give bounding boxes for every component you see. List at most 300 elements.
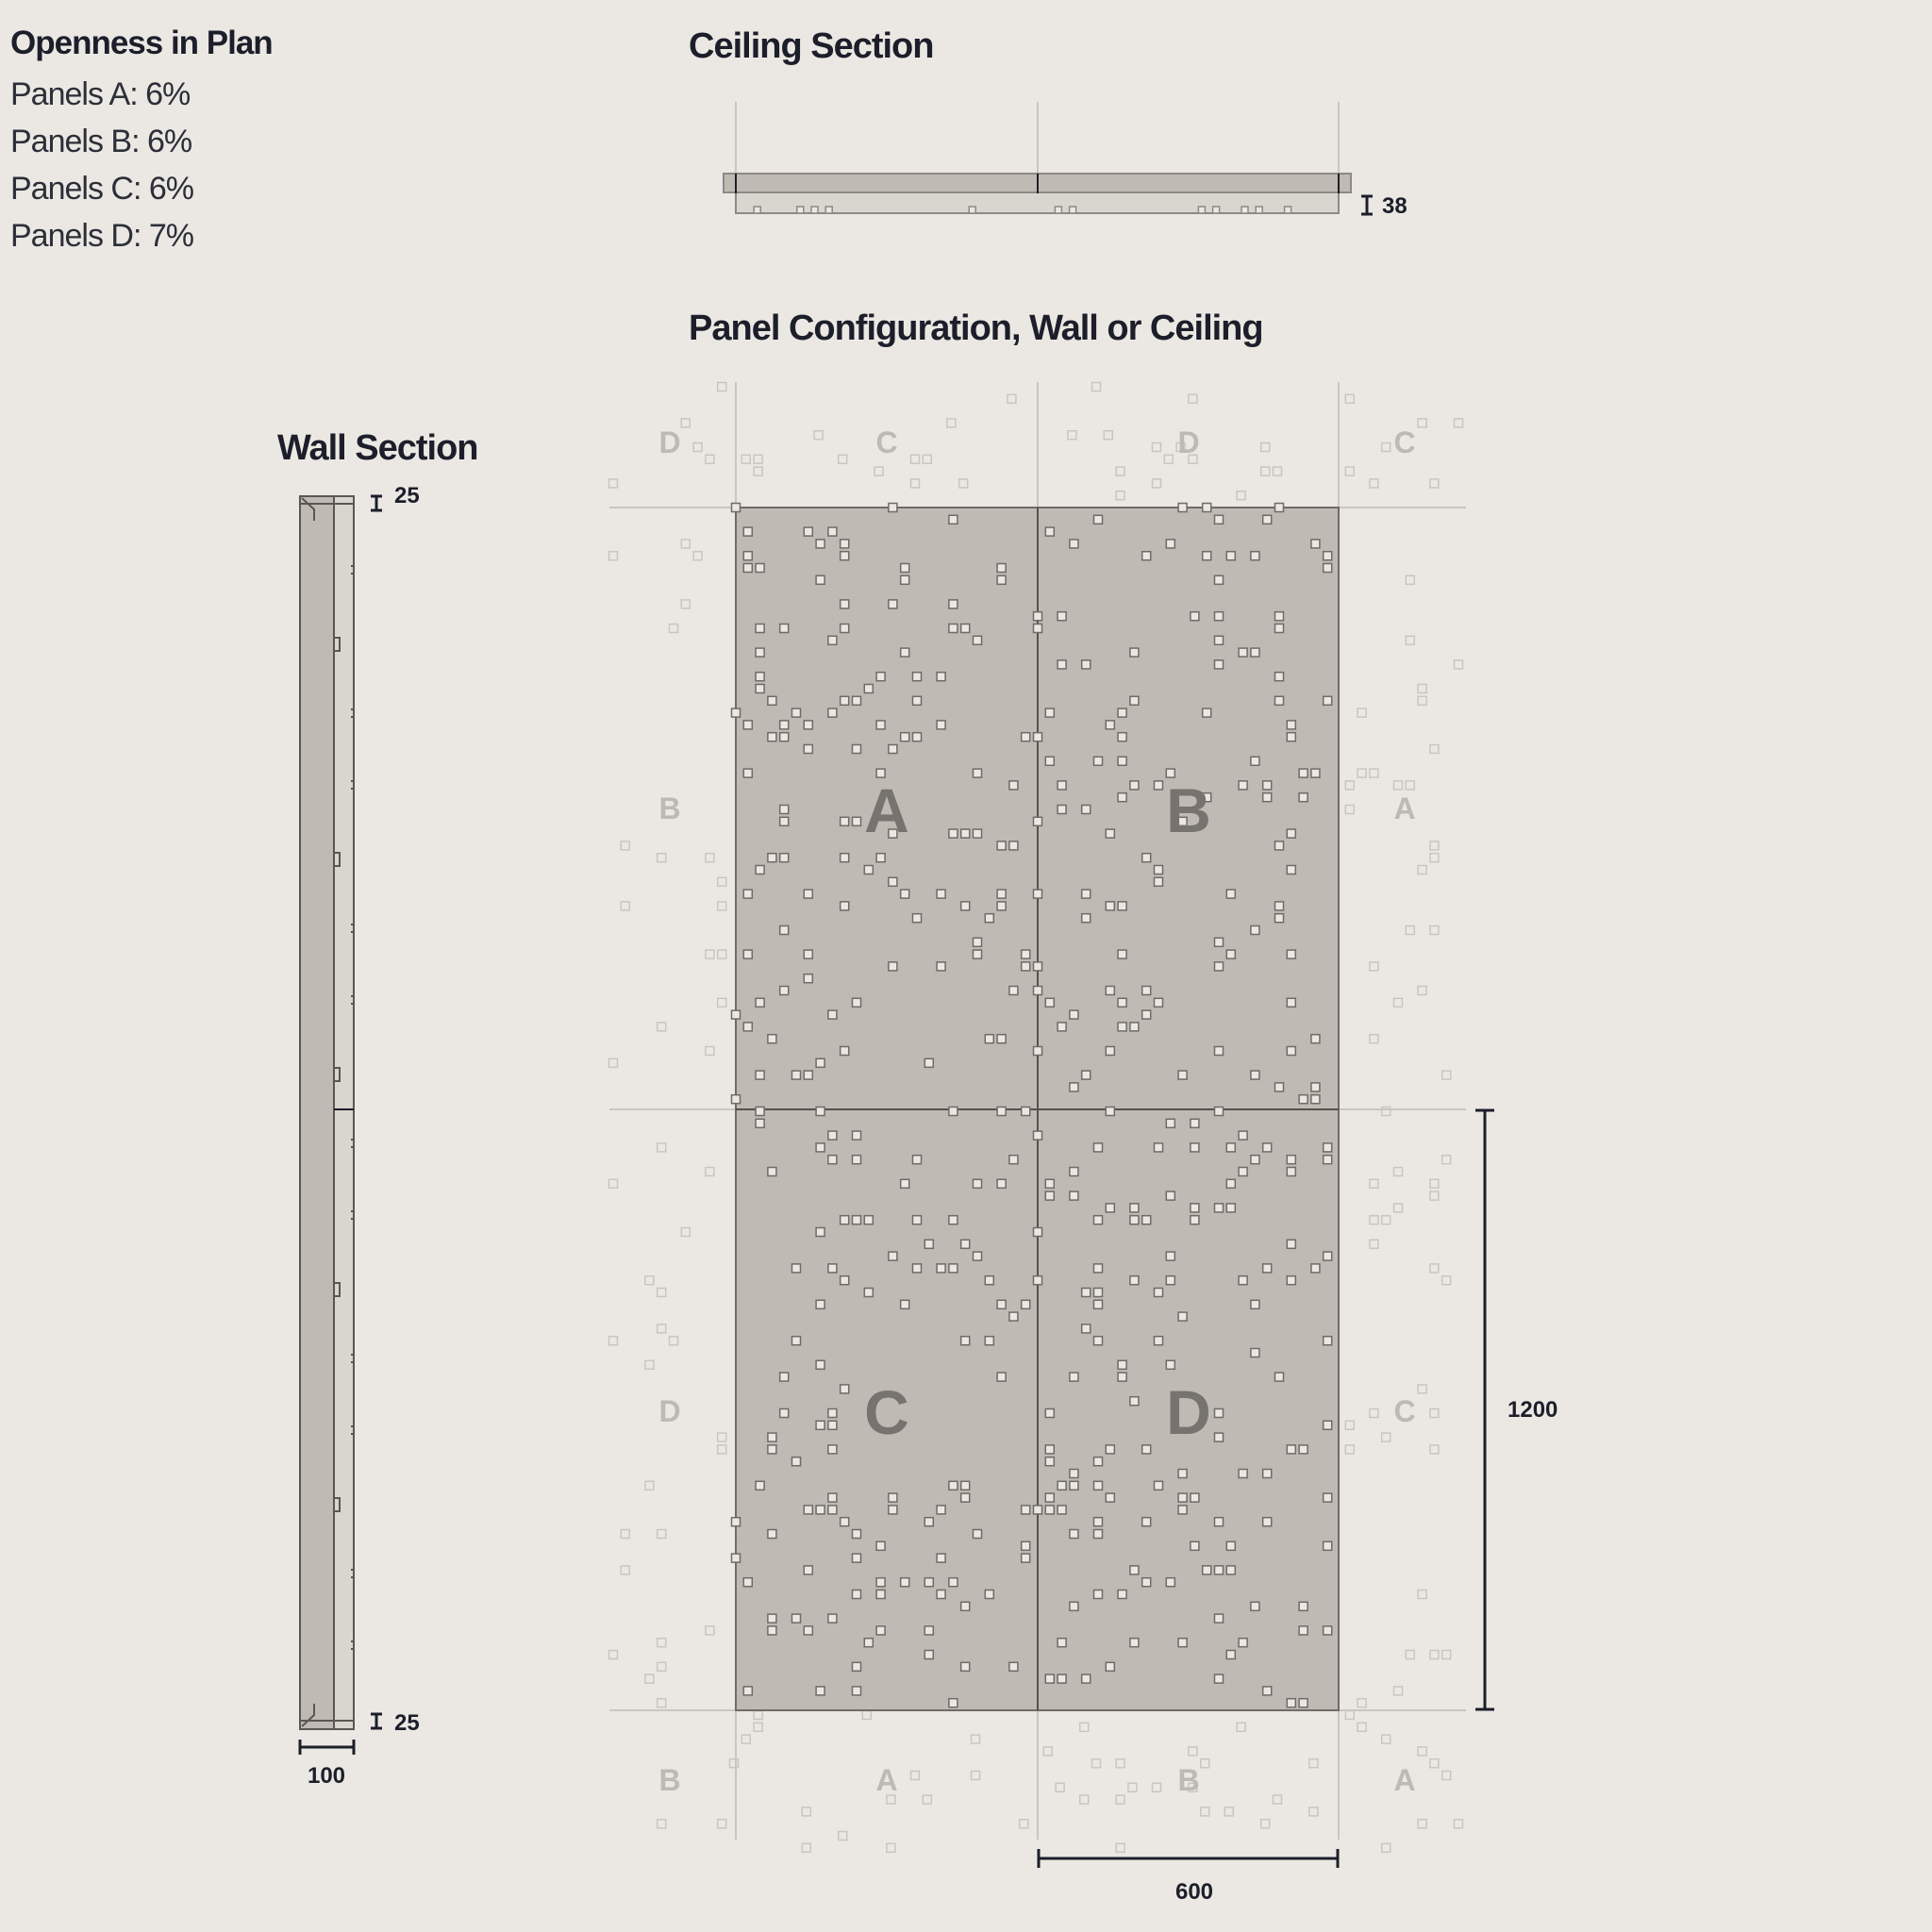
perforation-hole bbox=[804, 950, 812, 958]
perforation-hole bbox=[1299, 1445, 1307, 1454]
perforation-hole bbox=[743, 527, 752, 536]
perforation-hole bbox=[1155, 866, 1163, 874]
perforation-hole bbox=[1324, 1143, 1332, 1152]
perforation-hole bbox=[1418, 419, 1426, 427]
ceiling-section-drawing bbox=[724, 102, 1407, 219]
perforation-hole bbox=[841, 817, 849, 825]
ceiling-hole bbox=[811, 207, 818, 213]
perforation-hole bbox=[1239, 648, 1247, 657]
perforation-hole bbox=[1251, 1349, 1259, 1357]
perforation-hole bbox=[730, 1759, 739, 1768]
perforation-hole bbox=[841, 1276, 849, 1285]
perforation-hole bbox=[1155, 1481, 1163, 1490]
perforation-hole bbox=[974, 938, 982, 946]
perforation-hole bbox=[1130, 781, 1139, 790]
perforation-hole bbox=[658, 1662, 666, 1671]
perforation-hole bbox=[901, 575, 909, 584]
perforation-hole bbox=[1118, 998, 1126, 1007]
perforation-hole bbox=[1118, 1023, 1126, 1031]
perforation-hole bbox=[1058, 612, 1066, 621]
perforation-hole bbox=[1324, 552, 1332, 560]
perforation-hole bbox=[693, 443, 702, 452]
perforation-hole bbox=[804, 745, 812, 754]
perforation-hole bbox=[1082, 1324, 1091, 1333]
perforation-hole bbox=[1370, 1179, 1378, 1188]
perforation-hole bbox=[1178, 1312, 1187, 1321]
perforation-hole bbox=[1239, 1168, 1247, 1176]
perforation-hole bbox=[768, 733, 776, 741]
dimension-600-label: 600 bbox=[1174, 1879, 1214, 1905]
perforation-hole bbox=[693, 552, 702, 560]
perforation-hole bbox=[1058, 1506, 1066, 1514]
perforation-hole bbox=[1382, 1433, 1391, 1441]
perforation-hole bbox=[1324, 1156, 1332, 1164]
perforation-hole bbox=[1455, 1820, 1463, 1828]
perforation-hole bbox=[1455, 419, 1463, 427]
perforation-hole bbox=[816, 1300, 824, 1308]
perforation-hole bbox=[924, 1626, 933, 1635]
perforation-hole bbox=[732, 504, 741, 512]
perforation-hole bbox=[1178, 504, 1187, 512]
perforation-hole bbox=[828, 1264, 837, 1273]
perforation-hole bbox=[1442, 1772, 1451, 1780]
perforation-hole bbox=[828, 708, 837, 717]
perforation-hole bbox=[658, 1143, 666, 1152]
perforation-hole bbox=[658, 1324, 666, 1333]
perforation-hole bbox=[1191, 1119, 1199, 1127]
ghost-label: B bbox=[658, 1763, 681, 1797]
perforation-hole bbox=[853, 1687, 861, 1695]
perforation-hole bbox=[768, 1614, 776, 1623]
perforation-hole bbox=[1299, 1095, 1307, 1104]
perforation-hole bbox=[1034, 817, 1042, 825]
perforation-hole bbox=[1287, 998, 1295, 1007]
perforation-hole bbox=[1239, 1276, 1247, 1285]
perforation-hole bbox=[876, 673, 885, 681]
perforation-hole bbox=[911, 479, 920, 488]
perforation-hole bbox=[1275, 673, 1284, 681]
perforation-hole bbox=[756, 998, 764, 1007]
perforation-hole bbox=[997, 1300, 1006, 1308]
perforation-hole bbox=[1092, 1759, 1101, 1768]
perforation-hole bbox=[1094, 1591, 1103, 1599]
perforation-hole bbox=[1382, 1216, 1391, 1224]
perforation-hole bbox=[1275, 1373, 1284, 1381]
perforation-hole bbox=[1118, 1373, 1126, 1381]
perforation-hole bbox=[1299, 1699, 1307, 1707]
perforation-hole bbox=[828, 1614, 837, 1623]
panel-configuration-title: Panel Configuration, Wall or Ceiling bbox=[689, 308, 1263, 348]
perforation-hole bbox=[1239, 781, 1247, 790]
perforation-hole bbox=[743, 950, 752, 958]
perforation-hole bbox=[1106, 1662, 1114, 1671]
perforation-hole bbox=[1287, 950, 1295, 958]
perforation-hole bbox=[756, 564, 764, 573]
perforation-hole bbox=[1215, 515, 1224, 524]
perforation-hole bbox=[937, 721, 945, 729]
perforation-hole bbox=[1106, 987, 1114, 995]
perforation-hole bbox=[1215, 938, 1224, 946]
perforation-hole bbox=[1382, 1735, 1391, 1743]
perforation-hole bbox=[828, 1493, 837, 1502]
perforation-hole bbox=[1094, 1481, 1103, 1490]
perforation-hole bbox=[1263, 1264, 1272, 1273]
perforation-hole bbox=[1299, 1602, 1307, 1610]
perforation-hole bbox=[974, 1530, 982, 1539]
perforation-hole bbox=[949, 625, 958, 633]
perforation-hole bbox=[1226, 1143, 1235, 1152]
perforation-hole bbox=[1094, 1337, 1103, 1345]
perforation-hole bbox=[804, 974, 812, 983]
perforation-hole bbox=[780, 806, 789, 814]
perforation-hole bbox=[974, 769, 982, 777]
perforation-hole bbox=[1094, 515, 1103, 524]
perforation-hole bbox=[1215, 1108, 1224, 1116]
perforation-hole bbox=[1442, 1071, 1451, 1079]
perforation-hole bbox=[1370, 962, 1378, 971]
perforation-hole bbox=[1118, 1591, 1126, 1599]
perforation-hole bbox=[1430, 479, 1439, 488]
perforation-hole bbox=[901, 1179, 909, 1188]
perforation-hole bbox=[1070, 1530, 1078, 1539]
perforation-hole bbox=[1045, 1506, 1054, 1514]
perforation-hole bbox=[1226, 552, 1235, 560]
perforation-hole bbox=[1275, 696, 1284, 705]
perforation-hole bbox=[1043, 1747, 1052, 1756]
perforation-hole bbox=[889, 504, 897, 512]
perforation-hole bbox=[937, 673, 945, 681]
perforation-hole bbox=[804, 721, 812, 729]
perforation-hole bbox=[756, 866, 764, 874]
perforation-hole bbox=[1274, 467, 1282, 475]
perforation-hole bbox=[1239, 1131, 1247, 1140]
perforation-hole bbox=[828, 1506, 837, 1514]
perforation-hole bbox=[949, 829, 958, 838]
perforation-hole bbox=[609, 552, 618, 560]
perforation-hole bbox=[1275, 841, 1284, 850]
perforation-hole bbox=[792, 708, 801, 717]
perforation-hole bbox=[1094, 1216, 1103, 1224]
perforation-hole bbox=[1009, 987, 1018, 995]
perforation-hole bbox=[1251, 1602, 1259, 1610]
perforation-hole bbox=[1082, 914, 1091, 923]
perforation-hole bbox=[1370, 1216, 1378, 1224]
perforation-hole bbox=[1226, 1566, 1235, 1574]
perforation-hole bbox=[889, 877, 897, 886]
perforation-hole bbox=[1418, 1747, 1426, 1756]
perforation-hole bbox=[972, 1735, 980, 1743]
perforation-hole bbox=[756, 1119, 764, 1127]
perforation-hole bbox=[1215, 1518, 1224, 1526]
perforation-hole bbox=[1287, 1445, 1295, 1454]
perforation-hole bbox=[949, 1216, 958, 1224]
perforation-hole bbox=[1130, 1397, 1139, 1406]
perforation-hole bbox=[949, 1481, 958, 1490]
perforation-hole bbox=[756, 625, 764, 633]
perforation-hole bbox=[732, 1554, 741, 1562]
perforation-hole bbox=[1263, 781, 1272, 790]
perforation-hole bbox=[853, 1662, 861, 1671]
perforation-hole bbox=[1345, 394, 1354, 403]
perforation-hole bbox=[961, 1493, 970, 1502]
perforation-hole bbox=[804, 1626, 812, 1635]
perforation-hole bbox=[985, 914, 993, 923]
perforation-hole bbox=[780, 1373, 789, 1381]
perforation-hole bbox=[961, 829, 970, 838]
perforation-hole bbox=[1009, 841, 1018, 850]
perforation-hole bbox=[706, 854, 714, 862]
perforation-hole bbox=[901, 890, 909, 898]
ceiling-section-title: Ceiling Section bbox=[689, 26, 934, 66]
perforation-hole bbox=[923, 455, 931, 463]
perforation-hole bbox=[1430, 1191, 1439, 1200]
perforation-hole bbox=[1191, 1204, 1199, 1212]
perforation-hole bbox=[1094, 757, 1103, 765]
perforation-hole bbox=[841, 1047, 849, 1056]
perforation-hole bbox=[1189, 1747, 1197, 1756]
perforation-hole bbox=[1034, 612, 1042, 621]
perforation-hole bbox=[913, 696, 922, 705]
perforation-hole bbox=[1203, 552, 1211, 560]
perforation-hole bbox=[864, 1289, 873, 1297]
perforation-hole bbox=[961, 902, 970, 910]
perforation-hole bbox=[743, 890, 752, 898]
perforation-hole bbox=[1274, 1795, 1282, 1804]
perforation-hole bbox=[949, 600, 958, 608]
perforation-hole bbox=[1215, 612, 1224, 621]
perforation-hole bbox=[828, 1156, 837, 1164]
perforation-hole bbox=[718, 383, 726, 391]
perforation-hole bbox=[1082, 660, 1091, 669]
perforation-hole bbox=[1034, 733, 1042, 741]
ceiling-hole bbox=[754, 207, 760, 213]
perforation-hole bbox=[1406, 575, 1414, 584]
perforation-hole bbox=[1215, 660, 1224, 669]
perforation-hole bbox=[1034, 1047, 1042, 1056]
perforation-hole bbox=[1130, 1639, 1139, 1647]
perforation-hole bbox=[1142, 854, 1151, 862]
perforation-hole bbox=[841, 1518, 849, 1526]
perforation-hole bbox=[864, 685, 873, 693]
perforation-hole bbox=[1191, 1541, 1199, 1550]
perforation-hole bbox=[1324, 1626, 1332, 1635]
perforation-hole bbox=[816, 1108, 824, 1116]
wall-dimension-top: 25 bbox=[394, 483, 420, 508]
ghost-label: B bbox=[1177, 1763, 1200, 1797]
perforation-hole bbox=[913, 1156, 922, 1164]
perforation-hole bbox=[802, 1843, 810, 1852]
perforation-hole bbox=[1080, 1723, 1089, 1731]
perforation-hole bbox=[1357, 1723, 1366, 1731]
perforation-hole bbox=[816, 540, 824, 548]
perforation-hole bbox=[1370, 1035, 1378, 1043]
perforation-hole bbox=[1324, 1541, 1332, 1550]
perforation-hole bbox=[1215, 1566, 1224, 1574]
perforation-hole bbox=[816, 1421, 824, 1429]
ceiling-hole bbox=[969, 207, 975, 213]
perforation-hole bbox=[645, 1481, 654, 1490]
perforation-hole bbox=[961, 1240, 970, 1248]
perforation-hole bbox=[1261, 467, 1270, 475]
perforation-hole bbox=[1275, 625, 1284, 633]
ceiling-hole bbox=[797, 207, 804, 213]
perforation-hole bbox=[1082, 1071, 1091, 1079]
perforation-hole bbox=[1357, 1699, 1366, 1707]
perforation-hole bbox=[997, 1373, 1006, 1381]
panel-label-b: B bbox=[1166, 775, 1211, 845]
perforation-hole bbox=[1022, 962, 1030, 971]
perforation-hole bbox=[937, 1591, 945, 1599]
perforation-hole bbox=[1142, 987, 1151, 995]
ghost-label: C bbox=[1393, 425, 1416, 459]
perforation-hole bbox=[1430, 1445, 1439, 1454]
perforation-hole bbox=[804, 527, 812, 536]
wall-section-drawing bbox=[300, 483, 420, 1789]
perforation-hole bbox=[1106, 1047, 1114, 1056]
perforation-hole bbox=[1142, 1010, 1151, 1019]
perforation-hole bbox=[1287, 1699, 1295, 1707]
dimension-600-line bbox=[1039, 1849, 1338, 1868]
perforation-hole bbox=[1142, 1445, 1151, 1454]
perforation-hole bbox=[1226, 1204, 1235, 1212]
ghost-label: A bbox=[1393, 791, 1416, 825]
perforation-hole bbox=[1058, 660, 1066, 669]
perforation-hole bbox=[1215, 1433, 1224, 1441]
perforation-hole bbox=[1430, 745, 1439, 754]
perforation-hole bbox=[780, 721, 789, 729]
perforation-hole bbox=[841, 1385, 849, 1393]
perforation-hole bbox=[768, 1433, 776, 1441]
perforation-hole bbox=[974, 950, 982, 958]
perforation-hole bbox=[780, 733, 789, 741]
perforation-hole bbox=[828, 1131, 837, 1140]
perforation-hole bbox=[732, 1518, 741, 1526]
perforation-hole bbox=[1118, 1360, 1126, 1369]
perforation-hole bbox=[1203, 708, 1211, 717]
perforation-hole bbox=[1201, 1759, 1209, 1768]
perforation-hole bbox=[743, 1687, 752, 1695]
perforation-hole bbox=[1022, 1541, 1030, 1550]
perforation-hole bbox=[1142, 552, 1151, 560]
perforation-hole bbox=[997, 1179, 1006, 1188]
perforation-hole bbox=[1394, 998, 1403, 1007]
perforation-hole bbox=[961, 1337, 970, 1345]
ghost-label: A bbox=[875, 1763, 898, 1797]
perforation-hole bbox=[1082, 890, 1091, 898]
ceiling-hole bbox=[1213, 207, 1220, 213]
perforation-hole bbox=[732, 1095, 741, 1104]
perforation-hole bbox=[816, 1506, 824, 1514]
perforation-hole bbox=[1034, 962, 1042, 971]
perforation-hole bbox=[911, 455, 920, 463]
perforation-hole bbox=[754, 455, 762, 463]
perforation-hole bbox=[997, 575, 1006, 584]
perforation-hole bbox=[1430, 926, 1439, 935]
perforation-hole bbox=[1442, 1276, 1451, 1285]
ceiling-hole bbox=[1070, 207, 1076, 213]
perforation-hole bbox=[961, 1662, 970, 1671]
perforation-hole bbox=[756, 673, 764, 681]
perforation-hole bbox=[1130, 1204, 1139, 1212]
perforation-hole bbox=[658, 1639, 666, 1647]
perforation-hole bbox=[853, 1530, 861, 1539]
perforation-hole bbox=[853, 1554, 861, 1562]
perforation-hole bbox=[768, 854, 776, 862]
perforation-hole bbox=[853, 1131, 861, 1140]
perforation-hole bbox=[1442, 1651, 1451, 1659]
perforation-hole bbox=[743, 552, 752, 560]
wall-dimension-bottom: 25 bbox=[394, 1710, 420, 1736]
perforation-hole bbox=[743, 721, 752, 729]
perforation-hole bbox=[1430, 841, 1439, 850]
perforation-hole bbox=[718, 1433, 726, 1441]
perforation-hole bbox=[853, 817, 861, 825]
perforation-hole bbox=[780, 854, 789, 862]
perforation-hole bbox=[841, 552, 849, 560]
perforation-hole bbox=[913, 914, 922, 923]
perforation-hole bbox=[718, 902, 726, 910]
perforation-hole bbox=[974, 1179, 982, 1188]
perforation-hole bbox=[1406, 781, 1414, 790]
perforation-hole bbox=[1045, 1445, 1054, 1454]
perforation-hole bbox=[768, 696, 776, 705]
perforation-hole bbox=[924, 1240, 933, 1248]
perforation-hole bbox=[1311, 540, 1320, 548]
panel-label-d: D bbox=[1166, 1377, 1211, 1447]
perforation-hole bbox=[743, 769, 752, 777]
perforation-hole bbox=[1324, 1493, 1332, 1502]
perforation-hole bbox=[1009, 1662, 1018, 1671]
perforation-hole bbox=[876, 1578, 885, 1587]
perforation-hole bbox=[913, 673, 922, 681]
perforation-hole bbox=[706, 1168, 714, 1176]
perforation-hole bbox=[1201, 1807, 1209, 1816]
perforation-hole bbox=[974, 636, 982, 644]
perforation-hole bbox=[1153, 443, 1161, 452]
perforation-hole bbox=[1239, 1470, 1247, 1478]
perforation-hole bbox=[609, 1058, 618, 1067]
perforation-hole bbox=[658, 1699, 666, 1707]
wall-section-title: Wall Section bbox=[277, 428, 478, 468]
perforation-hole bbox=[901, 1300, 909, 1308]
perforation-hole bbox=[1189, 394, 1197, 403]
perforation-hole bbox=[1275, 902, 1284, 910]
perforation-hole bbox=[1166, 1276, 1174, 1285]
perforation-hole bbox=[1022, 1300, 1030, 1308]
perforation-hole bbox=[756, 1108, 764, 1116]
perforation-hole bbox=[828, 1010, 837, 1019]
perforation-hole bbox=[609, 1337, 618, 1345]
perforation-hole bbox=[1345, 467, 1354, 475]
perforation-hole bbox=[1009, 1156, 1018, 1164]
perforation-hole bbox=[658, 1289, 666, 1297]
perforation-hole bbox=[743, 1023, 752, 1031]
perforation-hole bbox=[985, 1337, 993, 1345]
perforation-hole bbox=[1094, 1264, 1103, 1273]
perforation-hole bbox=[1166, 1191, 1174, 1200]
perforation-hole bbox=[670, 625, 678, 633]
perforation-hole bbox=[1106, 829, 1114, 838]
perforation-hole bbox=[985, 1591, 993, 1599]
ghost-label: A bbox=[1393, 1763, 1416, 1797]
perforation-hole bbox=[1287, 1276, 1295, 1285]
perforation-hole bbox=[609, 1179, 618, 1188]
perforation-hole bbox=[1045, 527, 1054, 536]
perforation-hole bbox=[901, 564, 909, 573]
perforation-hole bbox=[718, 998, 726, 1007]
perforation-hole bbox=[780, 987, 789, 995]
perforation-hole bbox=[911, 1772, 920, 1780]
